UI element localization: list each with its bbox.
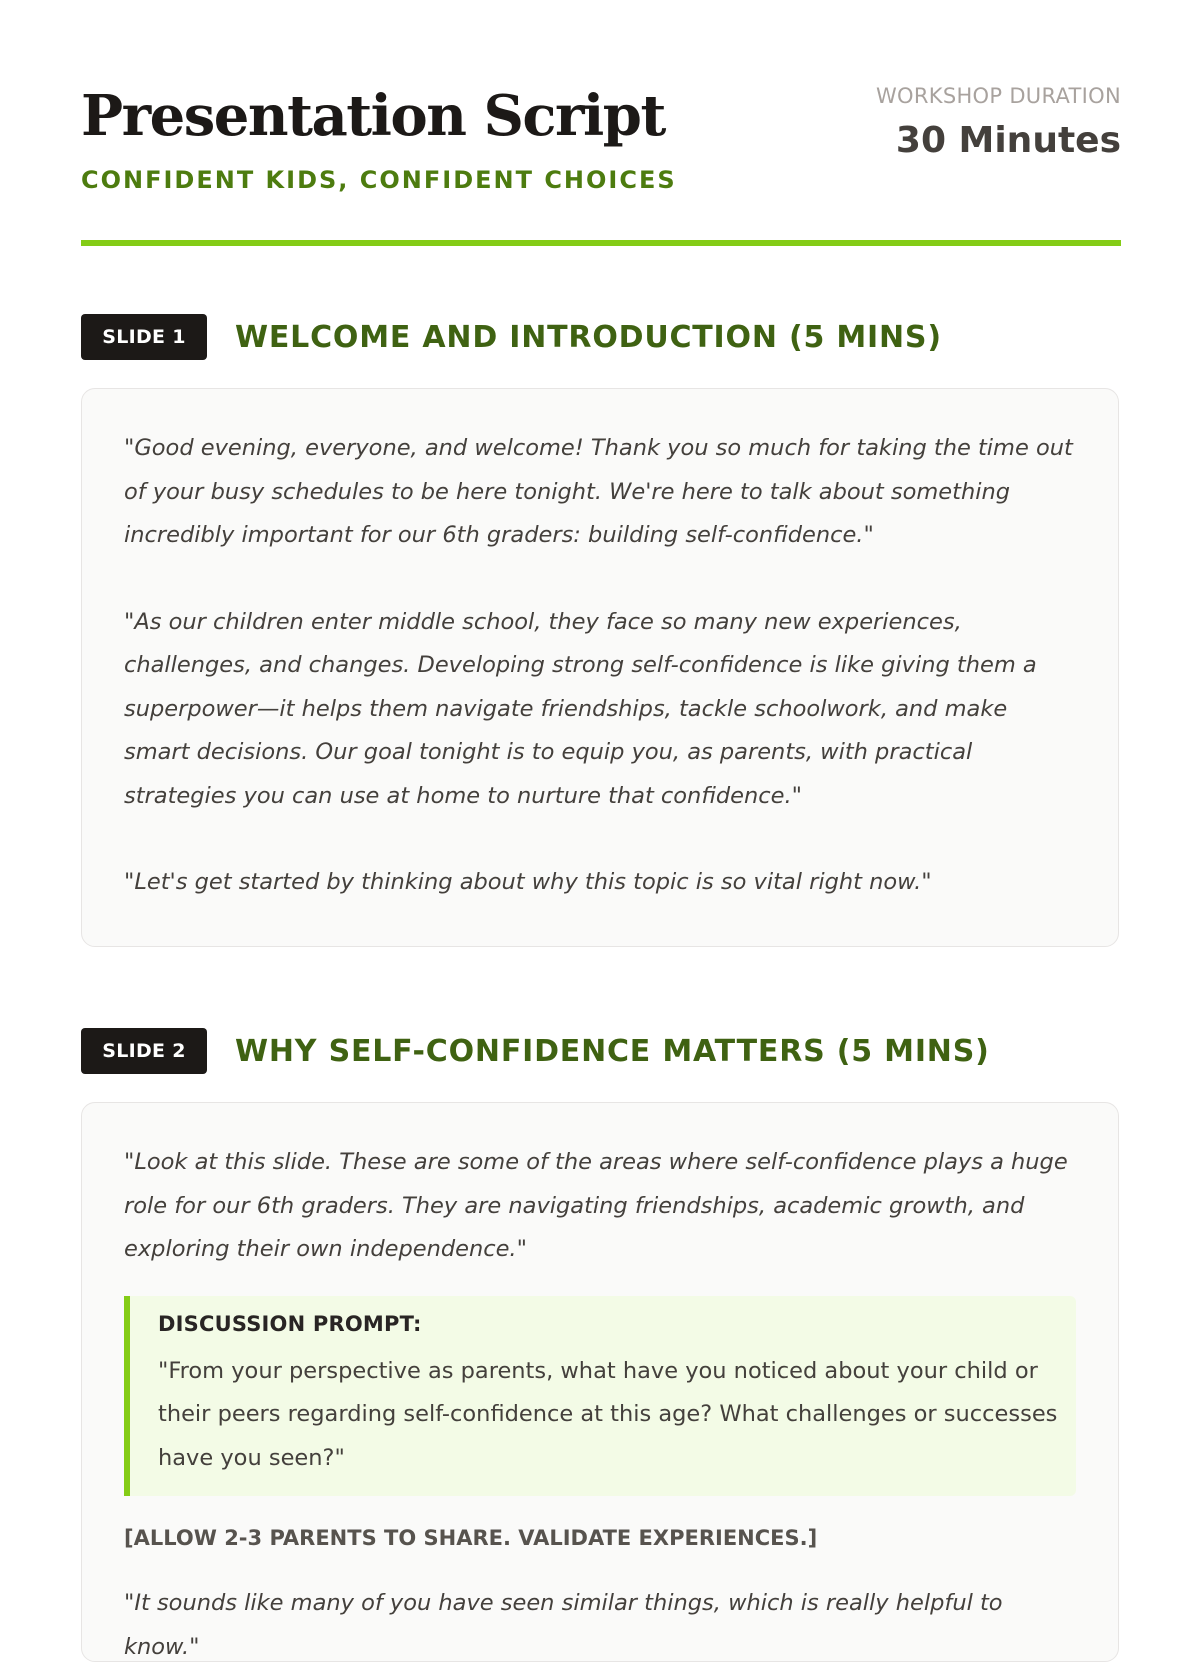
prompt-label: DISCUSSION PROMPT: [158,1311,422,1336]
script-paragraph: "Look at this slide. These are some of the areas where self-confidence plays a huge role for our 6th graders. They are navigating friendships, academic growth, and exploring their own independence." [124,1149,1068,1262]
header-divider [81,240,1121,246]
slide-title: WELCOME AND INTRODUCTION (5 MINS) [235,319,942,355]
slide-1-script-card [81,388,1119,947]
script-paragraph: "Let's get started by thinking about why this topic is so vital right now." [124,869,932,895]
duration-value: 30 Minutes [895,120,1121,161]
slide-2-heading [81,1028,990,1074]
script-page [81,0,1121,1660]
duration-label: WORKSHOP DURATION [875,84,1121,108]
prompt-text: "From your perspective as parents, what have you noticed about your child or their peers regarding self-confidence at this age? What challenges or successes have you seen?" [158,1357,1058,1471]
slide-2-script-card [81,1102,1119,1662]
slide-title: WHY SELF-CONFIDENCE MATTERS (5 MINS) [235,1033,990,1069]
slide-badge: SLIDE 2 [81,1028,207,1074]
page-subtitle: CONFIDENT KIDS, CONFIDENT CHOICES [81,166,677,194]
page-title: Presentation Script [81,83,665,149]
workshop-duration [876,82,1121,164]
script-paragraph: "Good evening, everyone, and welcome! Thank you so much for taking the time out of your busy schedules to be here tonight. We're here to talk about something incredibly important for our 6th graders: building self-confidence." [124,435,1073,548]
slide-badge: SLIDE 1 [81,314,207,360]
discussion-prompt [124,1296,1076,1497]
script-paragraph: "As our children enter middle school, they face so many new experiences, challenges, and changes. Developing strong self-confidence is like giving them a superpower—it helps them navigate friendships, tackle schoolwork, and make smart decisions. Our goal tonight is to equip you, as parents, with practical strategies you can use at home to nurture that confidence." [124,608,1037,809]
facilitator-instruction: [ALLOW 2-3 PARENTS TO SHARE. VALIDATE EXPERIENCES.] [124,1526,818,1550]
slide-1-heading [81,314,942,360]
script-paragraph: "It sounds like many of you have seen similar things, which is really helpful to know." [124,1590,1003,1660]
page-header [81,0,1121,248]
